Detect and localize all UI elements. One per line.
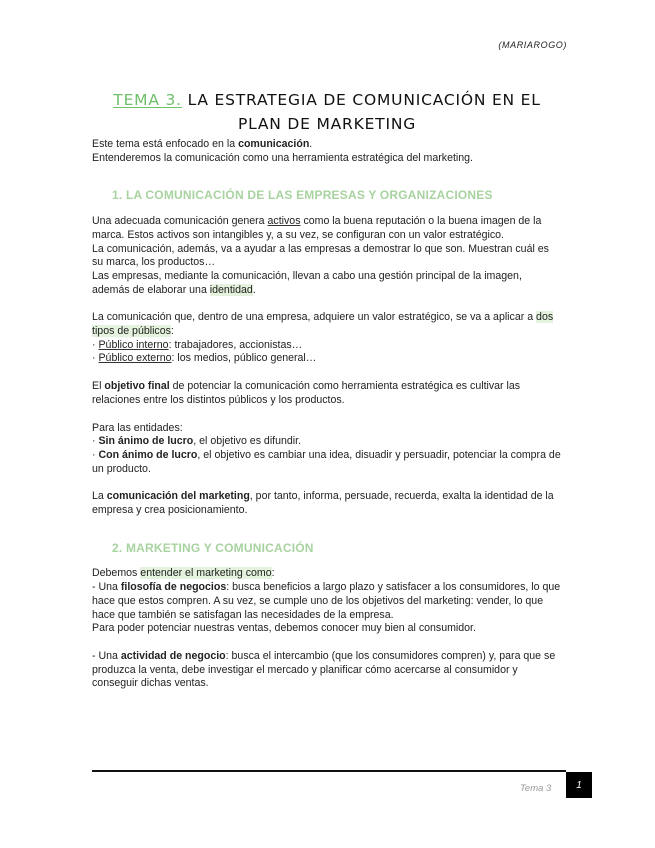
paragraph: Para las entidades: xyxy=(92,421,183,434)
paragraph: La comunicación del marketing, por tanto, informa, persuade, recuerda, exalta la identidad de la empresa y crea posicionamiento. xyxy=(92,490,554,517)
paragraph: Para poder potenciar nuestras ventas, debemos conocer muy bien al consumidor. xyxy=(92,622,476,635)
list-item: · Público interno: trabajadores, accionistas… xyxy=(92,338,303,351)
list-item: · Público externo: los medios, público general… xyxy=(92,352,317,365)
paragraph: La comunicación, además, va a ayudar a las empresas a demostrar lo que son. Muestran cuál es su marca, los productos… xyxy=(92,242,549,269)
intro-line-1: Este tema está enfocado en la comunicación. xyxy=(92,138,313,150)
author-tag: (MARIAROGO) xyxy=(498,40,567,50)
section-heading-1: 1. LA COMUNICACIÓN DE LAS EMPRESAS Y ORGANIZACIONES xyxy=(112,188,493,203)
list-item: · Con ánimo de lucro, el objetivo es cambiar una idea, disuadir y persuadir, potenciar la compra de un producto. xyxy=(92,448,561,475)
list-item: · Sin ánimo de lucro, el objetivo es difundir. xyxy=(92,435,302,448)
highlighted-term: identidad xyxy=(209,283,253,296)
title-tema: TEMA 3. xyxy=(113,91,182,110)
paragraph: Debemos entender el marketing como: xyxy=(92,567,275,580)
highlighted-term: dos tipos de públicos xyxy=(92,311,554,338)
page-title xyxy=(92,88,562,136)
paragraph: El objetivo final de potenciar la comunicación como herramienta estratégica es cultivar las relaciones entre los distintos públicos y los productos. xyxy=(92,380,521,406)
paragraph: Las empresas, mediante la comunicación, llevan a cabo una gestión principal de la imagen, además de elaborar una identidad. xyxy=(92,269,522,296)
underlined-term: activos xyxy=(267,215,301,228)
document-body xyxy=(92,138,562,691)
page-number: 1 xyxy=(566,772,592,798)
keyword: comunicación xyxy=(238,138,310,150)
footer-label: Tema 3 xyxy=(520,783,552,794)
paragraph: - Una filosofía de negocios: busca beneficios a largo plazo y satisfacer a los consumidores, lo que hace que estos compren. A su vez, se cumple uno de los objetivos del marketing: vender, lo que hace que también se satisfagan las necesidades de la empresa. xyxy=(92,581,561,621)
paragraph: La comunicación que, dentro de una empresa, adquiere un valor estratégico, se va a aplicar a dos tipos de públicos: xyxy=(92,311,554,338)
footer-divider xyxy=(92,770,566,772)
intro-line-2: Entenderemos la comunicación como una herramienta estratégica del marketing. xyxy=(92,151,473,164)
paragraph: - Una actividad de negocio: busca el intercambio (que los consumidores compren) y, para que se produzca la venta, debe investigar el mercado y planificar cómo acercarse al consumidor y conseguir dichas ventas. xyxy=(92,649,556,690)
section-heading-2: 2. MARKETING Y COMUNICACIÓN xyxy=(112,540,314,555)
paragraph: Una adecuada comunicación genera activos como la buena reputación o la buena imagen de la marca. Estos activos son intangibles y, a su vez, se configuran con un valor estratégico. xyxy=(92,215,542,241)
highlighted-term: entender el marketing como xyxy=(140,567,272,580)
title-main: LA ESTRATEGIA DE COMUNICACIÓN EN EL PLAN DE MARKETING xyxy=(181,91,541,134)
